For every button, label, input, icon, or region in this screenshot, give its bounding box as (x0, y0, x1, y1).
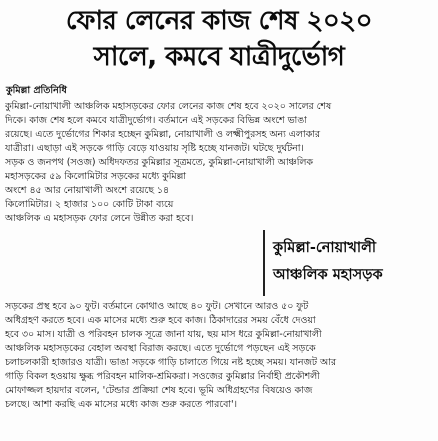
body-line: চলছে। আশা করছি এক মাসের মধ্যে কাজ শুরু করতে পারবো'। (5, 399, 237, 410)
body-line: সড়ক ও জনপথ (সওজ) অধিদফতর কুমিল্লার সূত্রমতে, কুমিল্লা-নোয়াখালী আঞ্চলিক (5, 157, 313, 168)
byline: কুমিল্লা প্রতিনিধি (6, 85, 67, 96)
body-line: কুমিল্লা-নোয়াখালী আঞ্চলিক মহাসড়কের ফোর লেনের কাজ শেষ হবে ২০২০ সালের শেষ (5, 101, 332, 112)
body-line: কিলোমিটার। ২ হাজার ১০০ কোটি টাকা ব্যয়ে (5, 199, 174, 210)
body-line: অংশে ৪৫ আর নোয়াখালী অংশে রয়েছে ১৪ (5, 185, 170, 196)
pull-quote (263, 230, 435, 296)
body-line: সড়কের প্রস্থ হবে ৯০ ফুট। বর্তমানে কোথাও আছে ৪০ ফুট। সেখানে আরও ৫০ ফুট (5, 301, 309, 312)
body-line: যাত্রীরা। এছাড়া এই সড়কে গাড়ি বেড়ে যাওয়ায় সৃষ্টি হচ্ছে যানজট। ঘটছে দুর্ঘটনা। (5, 143, 304, 154)
body-line: চলাচলকারী হাজারও যাত্রী। ভাঙা সড়কে গাড়ি চালাতে গিয়ে নষ্ট হচ্ছে সময়। যানজট আর (5, 357, 337, 368)
pull-quote-line-2: আঞ্চলিক মহাসড়ক (273, 267, 383, 283)
body-line: রয়েছে। এতে দুর্ভোগের শিকার হচ্ছেন কুমিল্লা, নোয়াখালী ও লক্ষ্মীপুরসহ অন্য এলাকার (5, 129, 321, 140)
body-line: হবে ৩০ মাস। যাত্রী ও পরিবহন চালক সূত্রে জানা যায়, ছয় মাস ধরে কুমিল্লা-নোয়াখালী (5, 329, 322, 340)
headline-line-1: ফোর লেনের কাজ শেষ ২০২০ (65, 6, 373, 36)
pull-quote-line-1: কুমিল্লা-নোয়াখালী (273, 240, 377, 256)
body-line: অধিগ্রহণ করতে হবে। এক মাসের মধ্যে শুরু হবে কাজ। ঠিকাদারের সময় বেঁধে দেওয়া (5, 315, 316, 326)
body-line: দিকে। কাজ শেষ হলে কমবে যাত্রীদুর্ভোগ। বর্তমানে এই সড়কের বিভিন্ন অংশে ভাঙা (5, 115, 307, 126)
headline-line-2: সালে, কমবে যাত্রীদুর্ভোগ (93, 42, 345, 72)
body-line: গাড়ি বিকল হওয়ায় ক্ষুব্ধ পরিবহন মালিক-শ্রমিকরা। সওজের কুমিল্লার নির্বাহী প্রকৌশলী (5, 371, 320, 382)
body-line: আঞ্চলিক এ মহাসড়ক ফোর লেনে উন্নীত করা হবে। (5, 213, 194, 224)
body-line: মোফাজ্জল হায়দার বলেন, 'টেন্ডার প্রক্রিয়া শেষ হবে। ভূমি অধিগ্রহণের বিষয়েও কাজ (5, 385, 313, 396)
body-line: আঞ্চলিক মহাসড়কের বেহাল অবস্থা বিরাজ করছে। এতে দুর্ভোগে পড়ছেন এই সড়কে (5, 343, 316, 354)
body-line: মহাসড়কের ৫৯ কিলোমিটার সড়কের মধ্যে কুমিল্লা (5, 171, 187, 182)
